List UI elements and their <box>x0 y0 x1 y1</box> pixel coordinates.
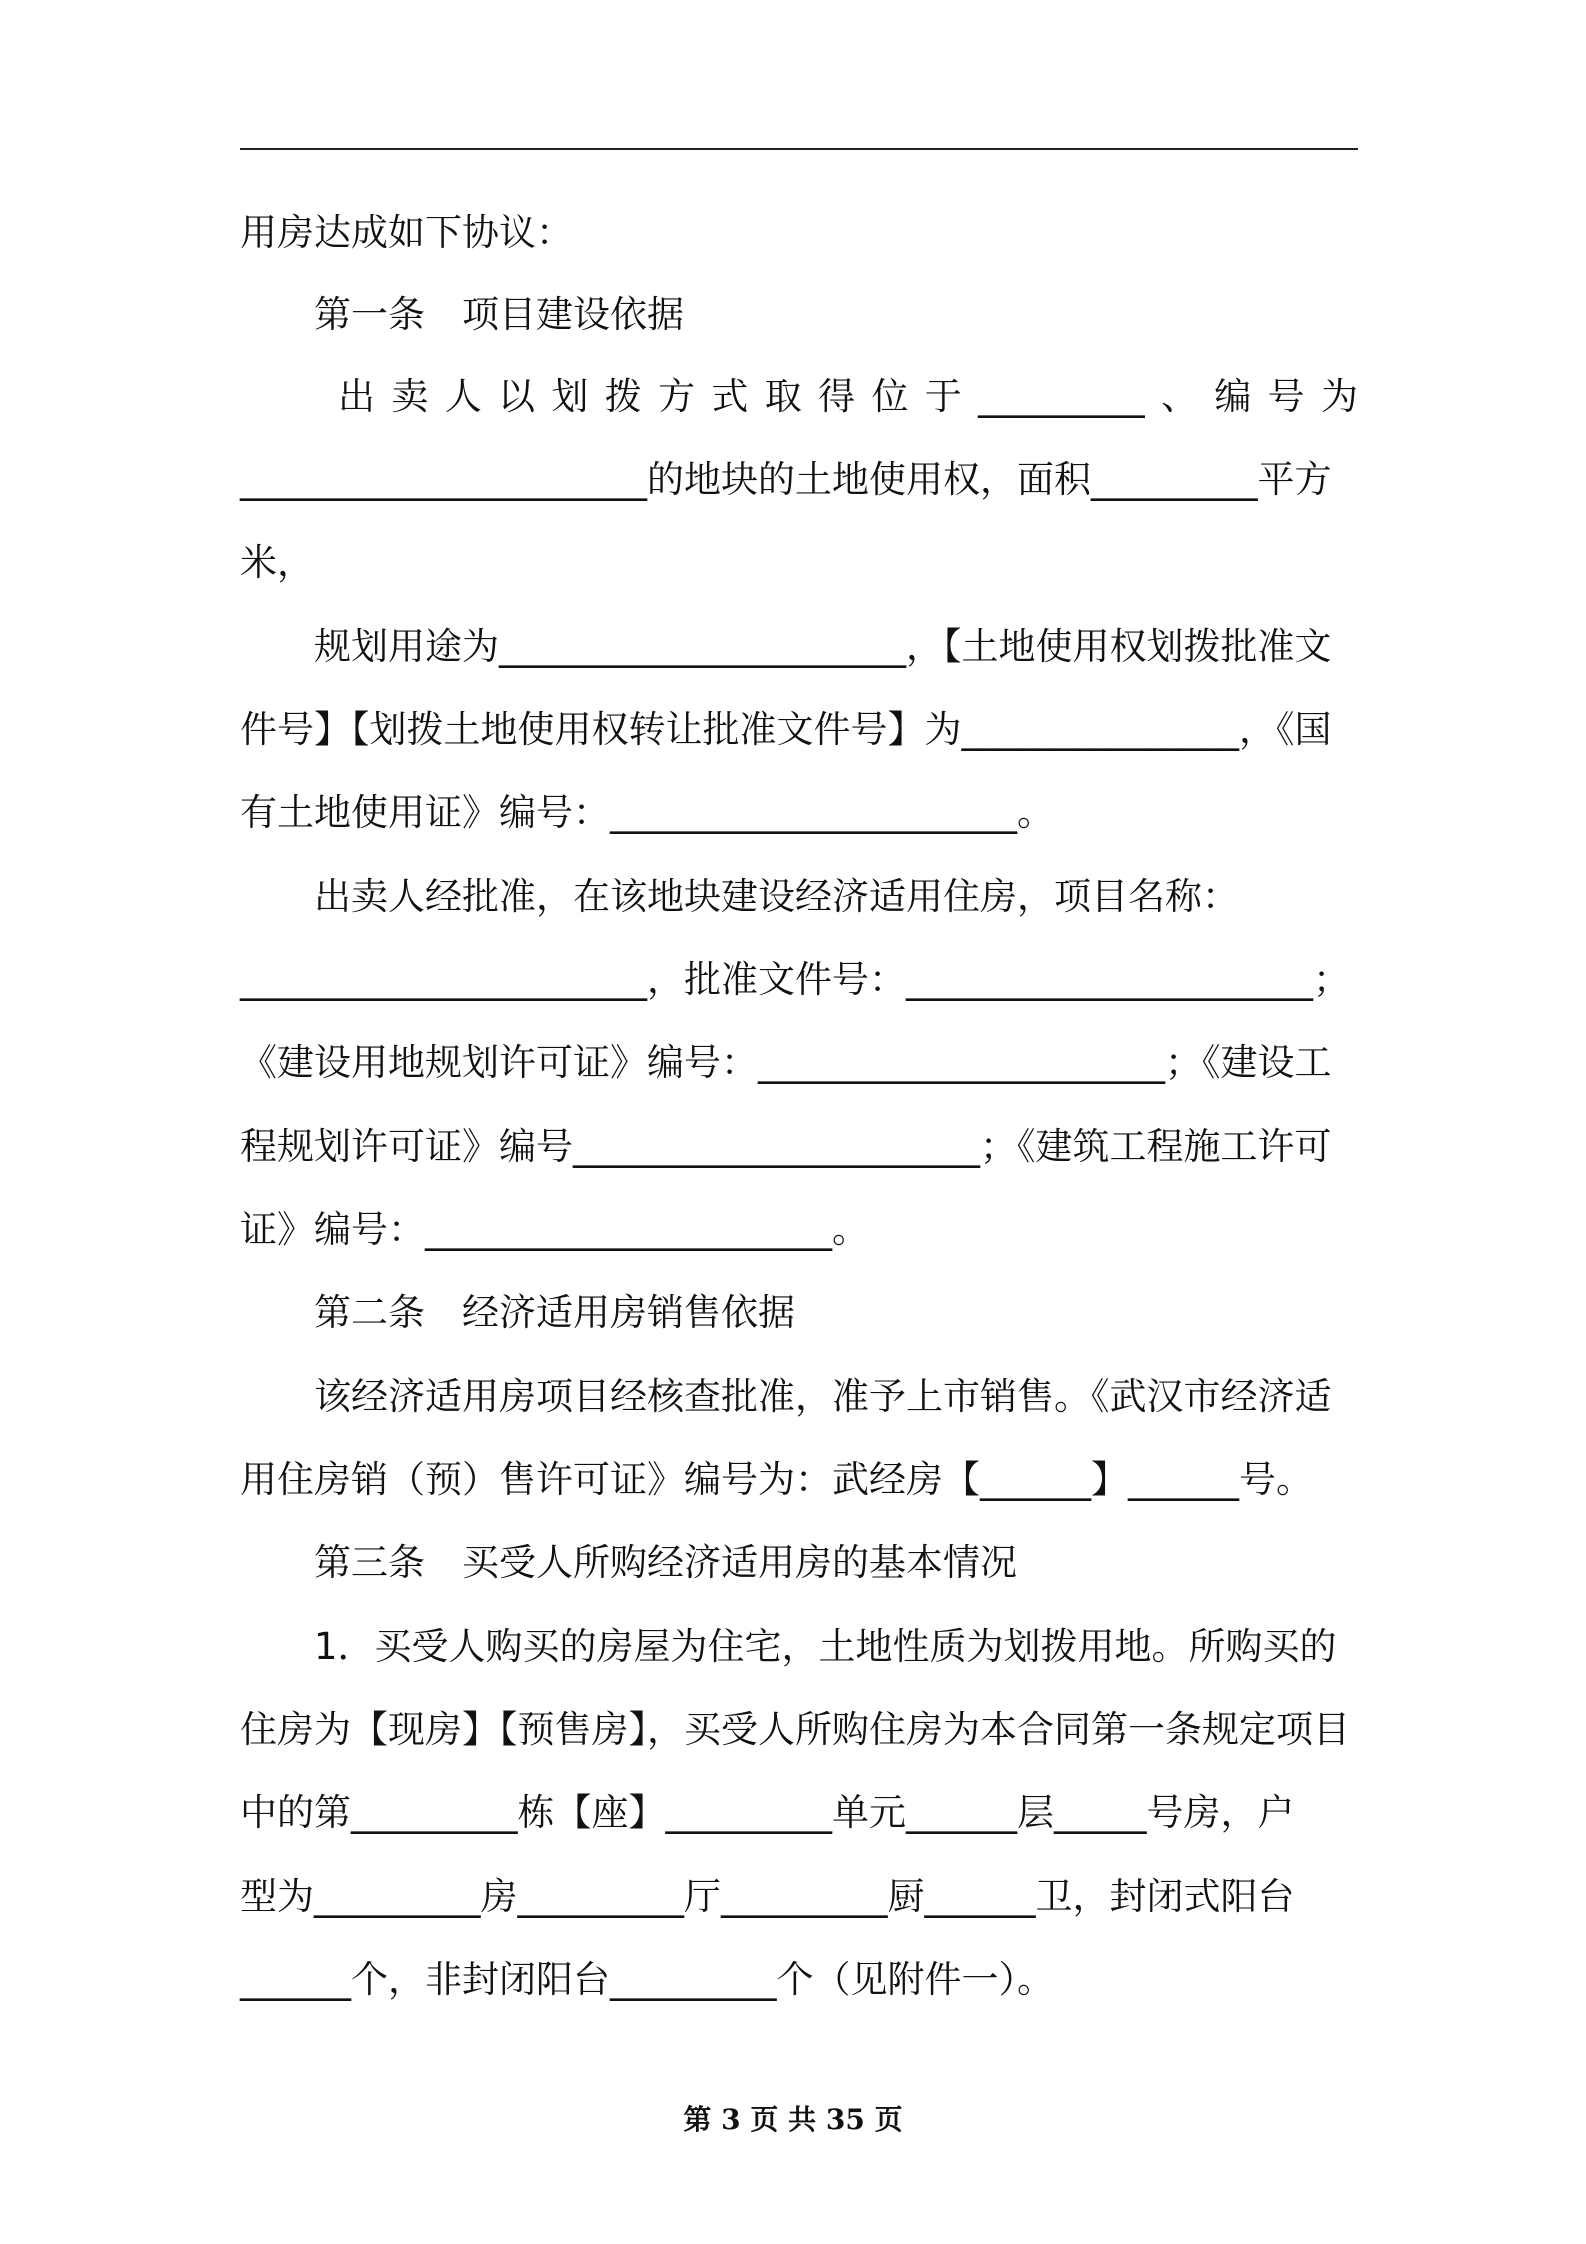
header-rule <box>240 148 1358 150</box>
text-glyph: 拨 <box>604 375 642 418</box>
article-heading: 第三条 买受人所购经济适用房的基本情况 <box>240 1541 1017 1584</box>
paragraph-line: ______________________的地块的土地使用权，面积_________平方 <box>240 458 1332 501</box>
paragraph-line: 证》编号：______________________。 <box>240 1208 869 1251</box>
article-heading: 第一条 项目建设依据 <box>240 293 684 336</box>
paragraph-line: 程规划许可证》编号______________________；《建筑工程施工许可 <box>240 1125 1332 1168</box>
paragraph-line: 规划用途为______________________，【土地使用权划拨批准文 <box>240 625 1332 668</box>
text-glyph: 得 <box>818 375 856 418</box>
text-glyph: 出 <box>338 375 375 418</box>
text-glyph: 、 <box>1160 375 1198 418</box>
paragraph-line: ______个，非封闭阳台_________个（见附件一）。 <box>240 1958 1054 2001</box>
text-glyph: 为 <box>1321 375 1358 418</box>
paragraph-line: 型为_________房_________厅_________厨______卫，封闭式阳台 <box>240 1875 1295 1918</box>
paragraph-line: 《建设用地规划许可证》编号：______________________；《建设工 <box>240 1041 1332 1084</box>
paragraph-line: 1．买受人购买的房屋为住宅，土地性质为划拨用地。所购买的 <box>240 1625 1337 1668</box>
blank-field: _________ <box>978 375 1145 418</box>
paragraph-line: 有土地使用证》编号：______________________。 <box>240 791 1054 834</box>
text-glyph: 卖 <box>391 375 429 418</box>
text-glyph: 式 <box>711 375 749 418</box>
paragraph-line: 米， <box>240 541 314 584</box>
text-glyph: 划 <box>551 375 589 418</box>
paragraph-line: 出卖人经批准，在该地块建设经济适用住房，项目名称： <box>240 875 1239 918</box>
text-glyph: 人 <box>444 375 482 418</box>
paragraph-line: 件号】【划拨土地使用权转让批准文件号】为_______________，《国 <box>240 708 1332 751</box>
paragraph-line: 该经济适用房项目经核查批准，准予上市销售。《武汉市经济适 <box>240 1375 1332 1418</box>
text-glyph: 以 <box>498 375 536 418</box>
paragraph-line: ______________________，批准文件号：______________________； <box>240 958 1350 1001</box>
text-glyph: 取 <box>764 375 802 418</box>
paragraph-line: 用住房销（预）售许可证》编号为：武经房【______】______号。 <box>240 1458 1313 1501</box>
paragraph-line: 住房为【现房】【预售房】，买受人所购住房为本合同第一条规定项目 <box>240 1708 1350 1751</box>
page-footer: 第 3 页 共 35 页 <box>683 2103 903 2136</box>
paragraph-line: 用房达成如下协议： <box>240 211 573 254</box>
paragraph-line-justified <box>338 372 1358 422</box>
paragraph-line: 中的第_________栋【座】_________单元______层_____号房，户 <box>240 1791 1295 1834</box>
text-glyph: 于 <box>924 375 962 418</box>
text-glyph: 位 <box>871 375 909 418</box>
text-glyph: 编 <box>1214 375 1252 418</box>
text-glyph: 号 <box>1267 375 1305 418</box>
article-heading: 第二条 经济适用房销售依据 <box>240 1291 795 1334</box>
text-glyph: 方 <box>658 375 696 418</box>
